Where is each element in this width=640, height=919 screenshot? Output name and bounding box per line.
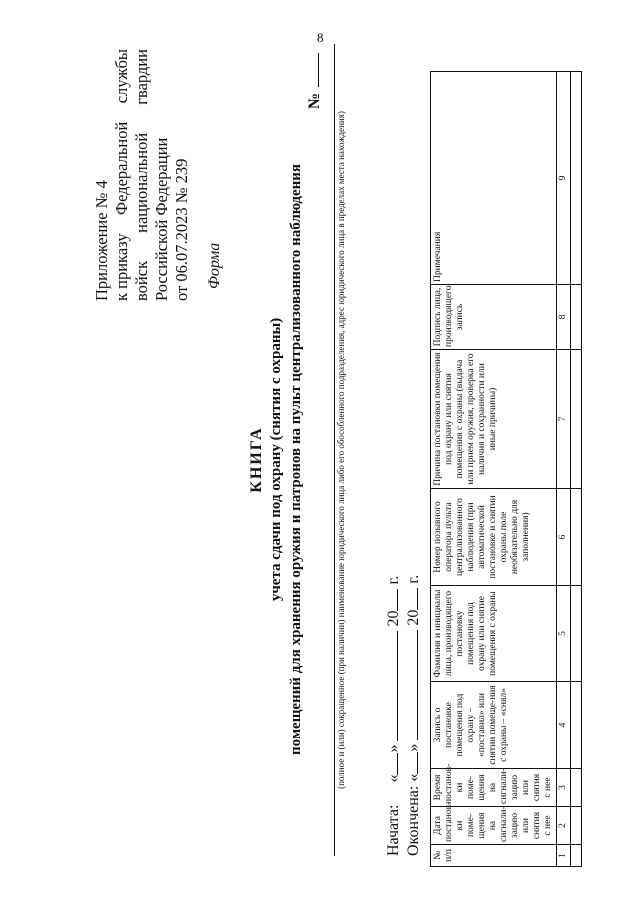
day-blank (403, 752, 418, 774)
column-number: 3 (557, 769, 571, 807)
empty-cell (571, 72, 582, 285)
organization-caption: (полное и (или) сокращенное (при наличии) наименование юридического лица либо его обособленного подразделения, адрес юридического лица в пределах места нахождения) (336, 111, 346, 789)
appendix-word: национальной (132, 132, 151, 233)
register-table (430, 71, 582, 867)
header-cell: № п/п (431, 845, 557, 867)
page-number: 8 (317, 30, 324, 45)
appendix-order-line (112, 49, 132, 301)
empty-cell (571, 807, 582, 845)
empty-cell (571, 769, 582, 807)
appendix-word: службы (112, 49, 131, 104)
empty-cell (571, 682, 582, 769)
day-blank (383, 753, 398, 775)
empty-cell (571, 350, 582, 489)
month-blank (403, 630, 418, 740)
finished-date-row (403, 575, 423, 856)
started-date-row (383, 575, 403, 856)
header-cell: Запись о постановке помещения под охрану – «поставил» или снятии помеще-ния с охраны – «снял» (431, 682, 557, 769)
appendix-order-date: от 06.07.2023 № 239 (172, 158, 191, 301)
column-number: 6 (557, 489, 571, 586)
header-cell: Время постанов-ки поме-щения на сигнали-зацию или снятия с нее (431, 769, 557, 807)
column-number: 5 (557, 586, 571, 682)
appendix-troops-line (132, 49, 152, 301)
quote-open: « (405, 773, 422, 782)
appendix-word: Федеральной (112, 121, 131, 215)
table-number-row (557, 72, 571, 867)
book-number (306, 53, 324, 109)
column-number: 9 (557, 72, 571, 285)
finished-label: Окончена: (405, 785, 422, 856)
quote-close: » (405, 743, 422, 752)
year-suffix: г. (385, 575, 402, 585)
year-blank (383, 589, 398, 611)
appendix-block (92, 49, 192, 301)
header-cell: Номер позывного оператора пульта централизованного наблюдения (при автоматической постановке и снятии охраны поле необязательно для заполнения) (431, 489, 557, 586)
year-prefix: 20 (385, 610, 402, 627)
started-label: Начата: (385, 804, 402, 856)
form-label: Форма (206, 242, 223, 289)
year-suffix: г. (405, 574, 422, 584)
book-subtitle: учета сдачи под охрану (снятия с охраны) (268, 317, 284, 602)
header-cell: Примечания (431, 72, 557, 285)
header-cell: Дата постанов-ки поме-щения на сигнали-зацию или снятия с нее (431, 807, 557, 845)
month-blank (383, 631, 398, 741)
column-number: 7 (557, 350, 571, 489)
appendix-word: войск (132, 260, 151, 301)
book-title: КНИГА (248, 426, 265, 493)
header-cell: Подпись лица, производящего запись (431, 285, 557, 350)
book-subtitle-2: помещений для хранения оружия и патронов на пульт централизованного наблюдения (288, 163, 304, 756)
column-number: 4 (557, 682, 571, 769)
empty-cell (571, 285, 582, 350)
number-blank (318, 53, 319, 87)
appendix-country: Российской Федерации (152, 137, 171, 301)
year-blank (403, 588, 418, 610)
year-prefix: 20 (405, 609, 422, 626)
column-number: 1 (557, 845, 571, 867)
table-empty-row (571, 72, 582, 867)
appendix-word: к приказу (112, 233, 131, 301)
appendix-word: гвардии (132, 49, 151, 105)
organization-line (334, 44, 335, 856)
header-cell: Причина постановки помещения под охрану или снятия помещения с охраны (выдача или прием оружия, проверка его наличия и сохранности или иные причины) (431, 350, 557, 489)
dates-block (383, 575, 423, 856)
header-cell: Фамилия и инициалы лица, производящего постановку помещения под охрану или снятие помещения с охраны (431, 586, 557, 682)
appendix-title: Приложение № 4 (92, 180, 111, 301)
empty-cell (571, 586, 582, 682)
empty-cell (571, 845, 582, 867)
column-number: 2 (557, 807, 571, 845)
quote-close: » (385, 744, 402, 753)
number-sign: № (306, 92, 323, 109)
quote-open: « (385, 774, 402, 783)
table-header-row (431, 72, 557, 867)
empty-cell (571, 489, 582, 586)
column-number: 8 (557, 285, 571, 350)
